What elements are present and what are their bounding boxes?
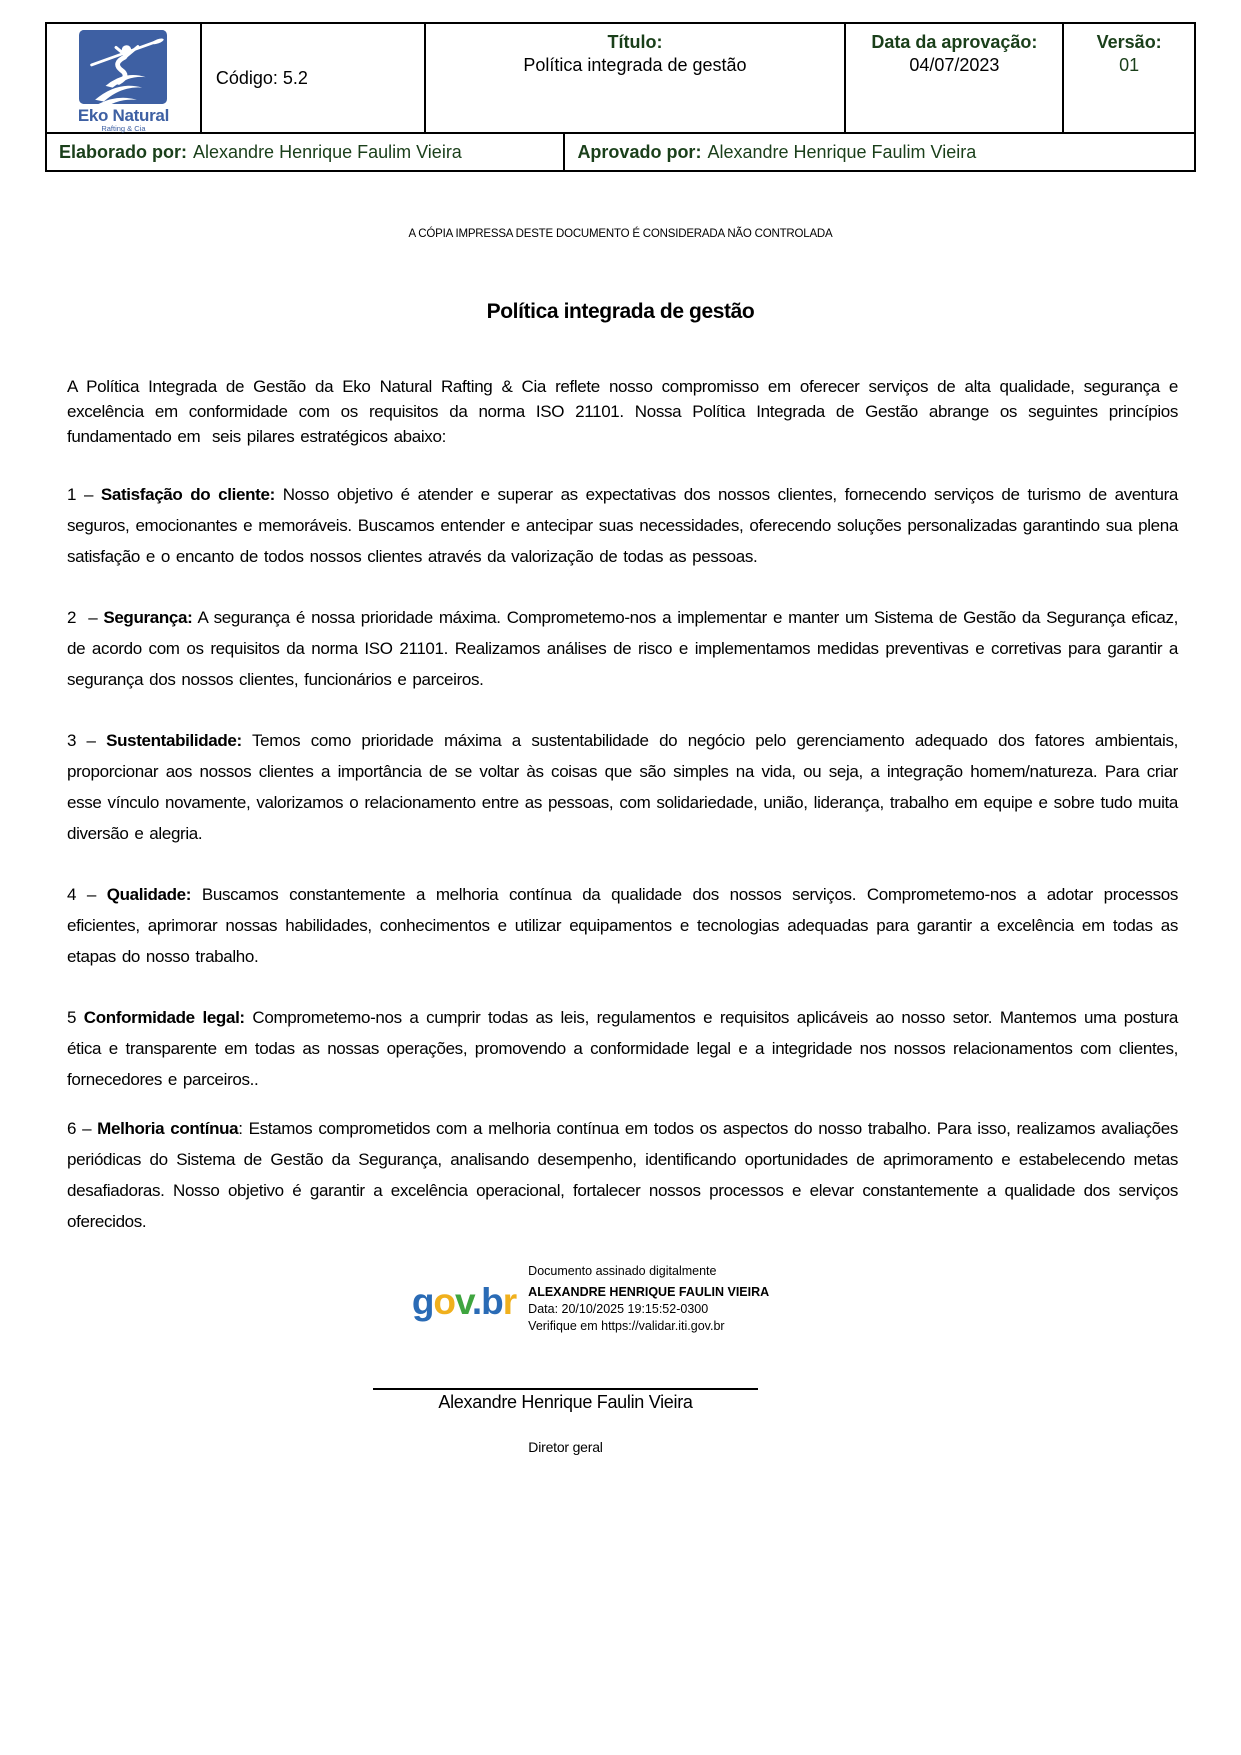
elaborado-label: Elaborado por: <box>59 141 188 162</box>
policy-section-paragraph <box>67 479 1184 572</box>
policy-sections <box>67 479 1184 1237</box>
govbr-logo-letter: r <box>502 1281 517 1322</box>
header-row-1 <box>47 24 1194 132</box>
signature-text-block <box>528 1263 769 1335</box>
section-text: A segurança é nossa prioridade máxima. Comprometemo-nos a implementar e manter um Sistema de Gestão da Segurança eficaz, de acordo com os requisitos da norma ISO 21101. Realizamos análises de risco e implementamos medidas preventivas e corretivas para garantir a segurança dos nossos clientes, funcionários e parceiros. <box>67 608 1184 689</box>
eko-natural-logo-icon <box>79 30 167 104</box>
header-table <box>45 22 1196 172</box>
signed-digitally-text: Documento assinado digitalmente <box>528 1264 717 1278</box>
signatory-name: Alexandre Henrique Faulin Vieira <box>438 1392 693 1412</box>
signature-bottom-block <box>0 1387 1186 1455</box>
section-title: Satisfação do cliente: <box>100 485 275 504</box>
header-row-2 <box>47 132 1194 170</box>
intro-paragraph: A Política Integrada de Gestão da Eko Natural Rafting & Cia reflete nosso compromisso em oferecer serviços de alta qualidade, segurança e excelência em conformidade com os requisitos da norma ISO 21101. Nossa Política Integrada de Gestão abrange os seguintes princípios fundamentado em seis pilares estratégicos abaixo: <box>67 377 1184 446</box>
titulo-cell <box>426 24 847 132</box>
section-title: Conformidade legal: <box>83 1008 245 1027</box>
aprovado-label: Aprovado por: <box>577 141 702 162</box>
elaborado-value: Alexandre Henrique Faulim Vieira <box>193 141 462 162</box>
section-text: Temos como prioridade máxima a sustentabilidade do negócio pelo gerenciamento adequado dos fatores ambientais, proporcionar aos nossos clientes a importância de se voltar às coisas que são simples na vida, ou seja, a integração homem/natureza. Para criar esse vínculo novamente, valorizamos o relacionamento entre as pessoas, com solidariedade, união, liderança, trabalho em equipe e sobre tudo muita diversão e alegria. <box>67 731 1184 843</box>
govbr-logo-letter: v <box>455 1281 472 1322</box>
elaborado-cell <box>47 134 565 170</box>
policy-body <box>67 374 1184 1237</box>
govbr-logo-letter: o <box>433 1281 456 1322</box>
section-number: 4 – <box>67 885 107 904</box>
section-text: : Estamos comprometidos com a melhoria contínua em todos os aspectos do nosso trabalho. Para isso, realizamos avaliações periódicas do Sistema de Gestão da Segurança, analisando desempenho, identificando oportunidades de aprimoramento e estabelecendo metas desafiadoras. Nosso objetivo é garantir a excelência operacional, fortalecer nossos processos e elevar constantemente a qualidade dos serviços oferecidos. <box>67 1119 1184 1231</box>
aprovacao-label: Data da aprovação: <box>871 32 1038 52</box>
signer-name: ALEXANDRE HENRIQUE FAULIN VIEIRA <box>528 1285 770 1299</box>
policy-section-paragraph <box>67 1113 1184 1237</box>
section-title: Segurança: <box>103 608 193 627</box>
section-text: Nosso objetivo é atender e superar as expectativas dos nossos clientes, fornecendo serviços de turismo de aventura seguros, emocionantes e memoráveis. Buscamos entender e antecipar suas necessidades, oferecendo soluções personalizadas garantindo sua plena satisfação e o encanto de todos nossos clientes através da valorização de todas as pessoas. <box>67 485 1184 566</box>
aprovacao-value: 04/07/2023 <box>909 55 1000 75</box>
titulo-value: Política integrada de gestão <box>523 55 747 75</box>
aprovacao-cell <box>846 24 1064 132</box>
codigo-cell <box>202 24 426 132</box>
titulo-label: Título: <box>607 32 663 52</box>
section-number: 1 – <box>67 485 101 504</box>
policy-section-paragraph <box>67 879 1184 972</box>
versao-value: 01 <box>1119 55 1140 75</box>
section-text: Comprometemo-nos a cumprir todas as leis, regulamentos e requisitos aplicáveis ao nosso setor. Mantemos uma postura ética e transparente em todas as nossas operações, promovendo a conformidade legal e a integridade nos nossos relacionamentos com clientes, fornecedores e parceiros.. <box>67 1008 1184 1089</box>
digital-signature-block <box>0 1263 1211 1335</box>
aprovado-value: Alexandre Henrique Faulim Vieira <box>707 141 977 162</box>
govbr-logo-letter: . <box>471 1281 482 1322</box>
policy-section-paragraph <box>67 602 1184 695</box>
section-number: 6 – <box>67 1119 98 1138</box>
signatory-role: Diretor geral <box>528 1439 603 1455</box>
section-number: 2 – <box>67 608 104 627</box>
section-title: Sustentabilidade: <box>106 731 242 750</box>
policy-section-paragraph <box>67 725 1184 849</box>
section-title: Melhoria contínua <box>97 1119 239 1138</box>
signature-line <box>373 1387 758 1390</box>
logo-sub-text: Rafting & Cia <box>101 123 146 133</box>
section-title: Qualidade: <box>106 885 192 904</box>
section-number: 3 – <box>67 731 107 750</box>
section-number: 5 <box>67 1008 84 1027</box>
logo-brand-text: Eko Natural <box>77 105 169 125</box>
aprovado-cell <box>565 134 1194 170</box>
signature-verify-url[interactable] <box>528 1318 769 1335</box>
govbr-logo-letter: b <box>481 1281 503 1322</box>
versao-label: Versão: <box>1096 32 1162 52</box>
section-text: Buscamos constantemente a melhoria contínua da qualidade dos nossos serviços. Comprometemo-nos a adotar processos eficientes, aprimorar nossas habilidades, conhecimentos e utilizar equipamentos e tecnologias adequadas para garantir a excelência em todas as etapas do nosso trabalho. <box>67 885 1184 966</box>
codigo-text: Código: 5.2 <box>215 67 308 88</box>
versao-cell <box>1064 24 1194 132</box>
page-title: Política integrada de gestão <box>486 300 755 323</box>
logo-cell <box>47 24 202 132</box>
policy-section-paragraph <box>67 1002 1184 1095</box>
govbr-logo-letter: g <box>411 1281 434 1322</box>
signature-date: Data: 20/10/2025 19:15:52-0300 <box>528 1302 709 1316</box>
verify-link[interactable]: Verifique em https://validar.iti.gov.br <box>528 1319 725 1333</box>
govbr-logo-icon <box>412 1283 516 1320</box>
uncontrolled-copy-notice: A CÓPIA IMPRESSA DESTE DOCUMENTO É CONSIDERADA NÃO CONTROLADA <box>408 228 833 240</box>
